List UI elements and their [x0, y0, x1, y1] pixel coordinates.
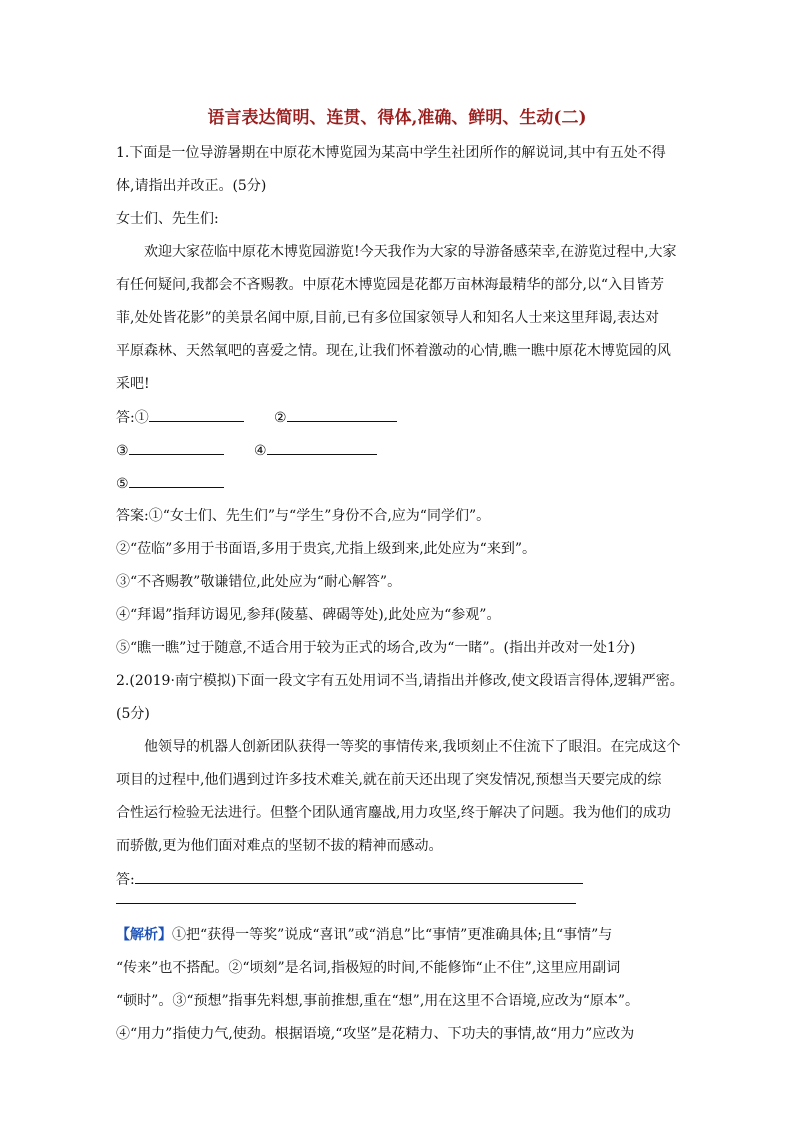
q1-answer-row-2 [116, 440, 224, 461]
q1-passage-line: 欢迎大家莅临中原花木博览园游览!今天我作为大家的导游备感荣幸,在游览过程中,大家 [144, 244, 677, 260]
q1-passage-line: 采吧! [116, 376, 150, 392]
analysis-line: ④“用力”指使力气,使劲。根据语境,“攻坚”是花精力、下功夫的事情,故“用力”应改为 [116, 1026, 635, 1042]
q1-prompt-line2: 体,请指出并改正。(5分) [116, 178, 267, 194]
blank-marker-4: ④ [254, 443, 267, 459]
answer-blank-2[interactable] [287, 407, 397, 422]
q1-passage-line: 有任何疑问,我都会不吝赐教。中原花木博览园是花都万亩林海最精华的部分,以“入目皆芳 [116, 277, 665, 293]
q1-answer-row-1 [116, 407, 244, 428]
q1-passage-line: 菲,处处皆花影”的美景名闻中原,目前,已有多位国家领导人和知名人士来这里拜谒,表达对 [116, 310, 659, 326]
answer-blank-4[interactable] [267, 440, 377, 455]
q1-answer-key: ⑤“瞧一瞧”过于随意,不适合用于较为正式的场合,改为“一睹”。(指出并改对一处1分) [116, 640, 636, 656]
answer-label: 答: [116, 872, 135, 888]
q2-prompt-line1: 2.(2019·南宁模拟)下面一段文字有五处用词不当,请指出并修改,使文段语言得体,逻辑严密。 [116, 673, 684, 689]
q1-answer-key: ②“莅临”多用于书面语,多用于贵宾,尤指上级到来,此处应为“来到”。 [116, 541, 536, 557]
analysis-text: ①把“获得一等奖”说成“喜讯”或“消息”比“事情”更准确具体;且“事情”与 [172, 927, 613, 943]
q1-answer-key: 答案:①“女士们、先生们”与“学生”身份不合,应为“同学们”。 [116, 508, 491, 524]
q2-passage-line: 合性运行检验无法进行。但整个团队通宵鏖战,用力攻坚,终于解决了问题。我为他们的成功 [116, 805, 671, 821]
q2-prompt-line2: (5分) [116, 706, 150, 722]
q2-passage-line: 他领导的机器人创新团队获得一等奖的事情传来,我顷刻止不住流下了眼泪。在完成这个 [144, 739, 681, 755]
analysis-line [116, 925, 612, 945]
q1-answer-row-1b [274, 407, 397, 428]
answer-blank-3[interactable] [129, 440, 224, 455]
q2-answer-row [116, 869, 583, 890]
page-title: 语言表达简明、连贯、得体,准确、鲜明、生动(二) [207, 108, 587, 128]
q1-prompt-line1: 1.下面是一位导游暑期在中原花木博览园为某高中学生社团所作的解说词,其中有五处不得 [116, 145, 666, 161]
answer-blank-1[interactable] [149, 407, 244, 422]
analysis-line: “传来”也不搭配。②“顷刻”是名词,指极短的时间,不能修饰“止不住”,这里应用副词 [116, 960, 621, 976]
answer-extra-line[interactable] [116, 903, 576, 904]
answer-label: 答:① [116, 410, 149, 426]
q1-answer-key: ④“拜谒”指拜访谒见,参拜(陵墓、碑碣等处),此处应为“参观”。 [116, 607, 501, 623]
analysis-tag: 【解析】 [116, 927, 172, 943]
blank-marker-3: ③ [116, 443, 129, 459]
q1-answer-row-3 [116, 473, 224, 494]
q1-answer-row-2b [254, 440, 377, 461]
answer-blank-5[interactable] [129, 473, 224, 488]
blank-marker-5: ⑤ [116, 476, 129, 492]
blank-marker-2: ② [274, 410, 287, 426]
q1-answer-key: ③“不吝赐教”敬谦错位,此处应为“耐心解答”。 [116, 574, 402, 590]
analysis-line: “顿时”。③“预想”指事先料想,事前推想,重在“想”,用在这里不合语境,应改为“原本”。 [116, 993, 640, 1009]
q1-passage-line: 平原森林、天然氧吧的喜爱之情。现在,让我们怀着激动的心情,瞧一瞧中原花木博览园的风 [116, 343, 671, 359]
q2-passage-line: 而骄傲,更为他们面对难点的坚韧不拔的精神而感动。 [116, 838, 443, 854]
q2-passage-line: 项目的过程中,他们遇到过许多技术难关,就在前天还出现了突发情况,预想当天要完成的综 [116, 772, 662, 788]
q1-greeting: 女士们、先生们: [116, 211, 219, 227]
answer-blank[interactable] [135, 869, 583, 884]
